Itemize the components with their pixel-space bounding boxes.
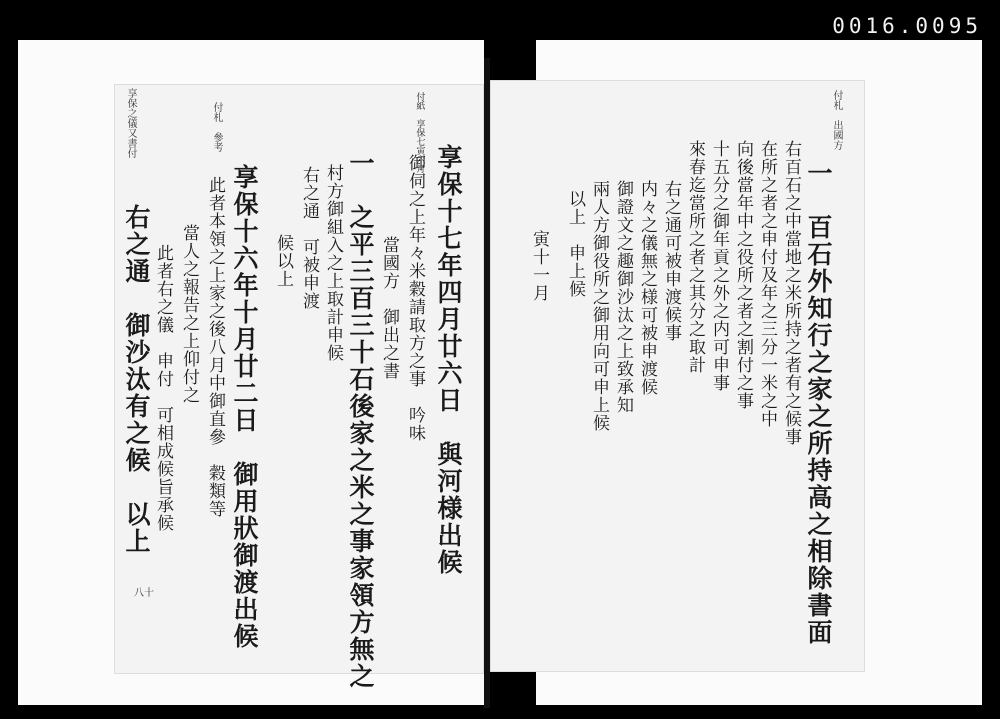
- left-corner-label: 享保之儀又書付: [125, 88, 136, 158]
- left-col-7: 候以上: [273, 234, 293, 288]
- right-col-8: 内々之儀無之様可被申渡候: [637, 180, 657, 396]
- right-col-2: 右百石之中當地之米所持之者有之候事: [781, 140, 801, 446]
- left-col-2: 御伺之上年々米穀請取方之事 吟味: [405, 154, 425, 442]
- right-col-1: 一 百石外知行之家之所持高之相除書面: [804, 160, 833, 646]
- right-col-7: 右之通可被申渡候事: [661, 180, 681, 342]
- left-col-10: 當人之報告之上仰付之: [179, 224, 199, 404]
- left-col-9: 此者本領之上家之後八月中御直參 穀類等: [205, 176, 225, 518]
- left-col-8: 享保十六年十月廿二日 御用狀御渡出候: [230, 164, 259, 650]
- left-col-12: 右之通 御沙汰有之候 以上: [122, 204, 151, 555]
- right-corner-label: 付札 出國方: [831, 90, 842, 150]
- left-col-4: 一 之平三百三十石後家之米之事家領方無之: [346, 150, 375, 690]
- left-col-1: 享保十七年四月廿六日 與河様出候: [434, 144, 463, 603]
- right-col-12: 寅十一月: [529, 230, 549, 302]
- right-col-3: 在所之者之申付及年之三分一米之中: [757, 140, 777, 428]
- left-side-label: 付札 參考: [211, 102, 222, 152]
- left-margin-notes: 付紙 享保七寅六月: [414, 92, 425, 173]
- left-col-11: 此者右之儀 申付 可相成候旨承候: [153, 244, 173, 532]
- right-col-4: 向後當年中之役所之者之割付之事: [733, 140, 753, 410]
- left-col-5: 村方御組入之上取計申候: [323, 164, 343, 362]
- left-folio: 八十: [134, 588, 154, 599]
- left-col-3: 當國方 御出之書: [379, 236, 399, 380]
- left-col-6: 右之通 可被申渡: [299, 166, 319, 310]
- right-page: [490, 80, 865, 672]
- right-col-6: 來春迄當所之者之其分之取計: [685, 140, 705, 374]
- frame-id: 0016.0095: [832, 14, 982, 38]
- left-page: [114, 84, 484, 690]
- right-col-5: 十五分之御年貢之外之内可申事: [709, 140, 729, 392]
- right-col-9: 御證文之趣御沙汰之上致承知: [613, 180, 633, 414]
- right-col-10: 兩人方御役所之御用向可申上候: [589, 180, 609, 432]
- right-col-11: 以上 申上候: [565, 190, 585, 298]
